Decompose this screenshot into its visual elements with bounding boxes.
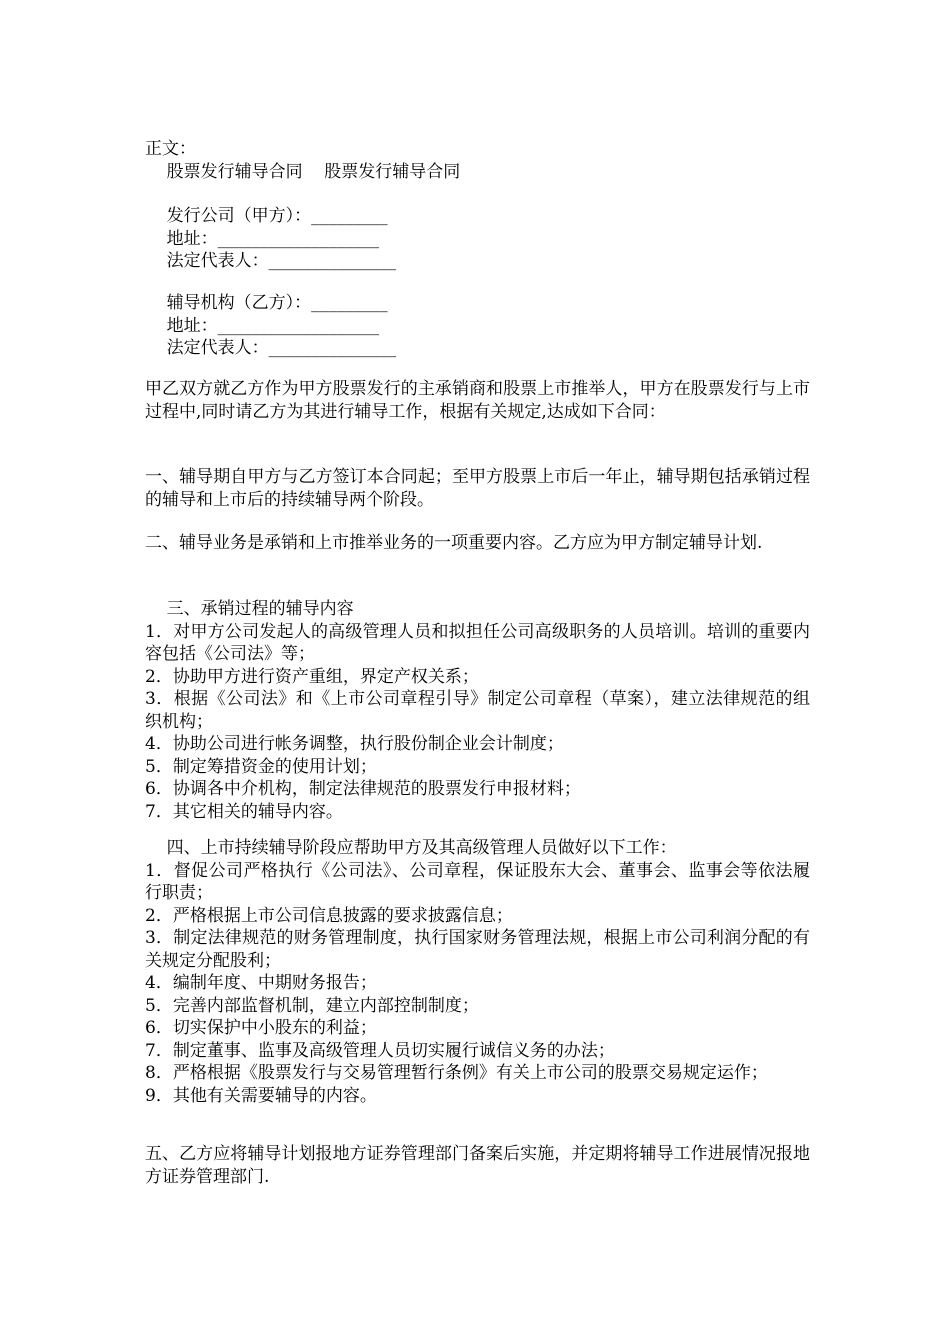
body-heading: 正文： xyxy=(145,139,196,159)
clause-1-text: 一、辅导期自甲方与乙方签订本合同起；至甲方股票上市后一年止，辅导期包括承销过程的辅导和上市后的持续辅导两个阶段。 xyxy=(145,467,810,510)
clause-3-item: 6．协调各中介机构，制定法律规范的股票发行申报材料； xyxy=(145,779,581,799)
clause-3-item: 5．制定筹措资金的使用计划； xyxy=(145,756,377,777)
clause-4-item: 1．督促公司严格执行《公司法》、公司章程，保证股东大会、董事会、监事会等依法履行职责； xyxy=(145,860,810,903)
clause-5 xyxy=(145,1143,810,1188)
clause-3-item: 3．根据《公司法》和《上市公司章程引导》制定公司章程（草案），建立法律规范的组织机构； xyxy=(145,689,810,732)
intro-paragraph xyxy=(145,378,810,423)
clause-3-item: 4．协助公司进行帐务调整，执行股份制企业会计制度； xyxy=(145,734,564,754)
party-a-rep: 法定代表人：_______________ xyxy=(145,251,397,271)
clause-3-title: 三、承销过程的辅导内容 xyxy=(145,599,354,619)
clause-3-item: 2．协助甲方进行资产重组，界定产权关系； xyxy=(145,666,479,687)
intro-text: 甲乙双方就乙方作为甲方股票发行的主承销商和股票上市推举人，甲方在股票发行与上市过程中,同时请乙方为其进行辅导工作，根据有关规定,达成如下合同： xyxy=(145,379,810,422)
clause-3 xyxy=(145,598,810,823)
party-b-address: 地址：___________________ xyxy=(145,315,380,336)
document-header xyxy=(145,138,810,183)
clause-4-item: 3．制定法律规范的财务管理制度，执行国家财务管理法规，根据上市公司利润分配的有关规定分配股利； xyxy=(145,928,810,971)
clause-4-item: 5．完善内部监督机制，建立内部控制制度； xyxy=(145,995,479,1016)
clause-1 xyxy=(145,466,810,511)
clause-4-item: 4．编制年度、中期财务报告； xyxy=(145,973,377,993)
contract-title: 股票发行辅导合同 股票发行辅导合同 xyxy=(145,161,461,182)
party-a-address: 地址：___________________ xyxy=(145,228,380,249)
clause-4-item: 7．制定董事、监事及高级管理人员切实履行诚信义务的办法； xyxy=(145,1040,615,1061)
party-a-company: 发行公司（甲方）：_________ xyxy=(145,206,388,226)
clause-4-title: 四、上市持续辅导阶段应帮助甲方及其高级管理人员做好以下工作： xyxy=(145,838,677,858)
clause-5-text: 五、乙方应将辅导计划报地方证券管理部门备案后实施，并定期将辅导工作进展情况报地方证券管理部门. xyxy=(145,1144,810,1187)
clause-4 xyxy=(145,837,810,1107)
clause-2-text: 二、辅导业务是承销和上市推举业务的一项重要内容。乙方应为甲方制定辅导计划. xyxy=(145,533,763,553)
clause-3-item: 7．其它相关的辅导内容。 xyxy=(145,801,343,822)
clause-4-item: 6．切实保护中小股东的利益； xyxy=(145,1018,377,1038)
clause-2 xyxy=(145,532,810,555)
clause-3-item: 1．对甲方公司发起人的高级管理人员和拟担任公司高级职务的人员培训。培训的重要内容包括《公司法》等； xyxy=(145,621,810,664)
party-b-rep: 法定代表人：_______________ xyxy=(145,338,397,358)
party-a-block xyxy=(145,205,810,273)
party-b-block xyxy=(145,292,810,360)
clause-4-item: 8．严格根据《股票发行与交易管理暂行条例》有关上市公司的股票交易规定运作； xyxy=(145,1063,768,1083)
clause-4-item: 2．严格根据上市公司信息披露的要求披露信息； xyxy=(145,905,513,926)
clause-4-item: 9．其他有关需要辅导的内容。 xyxy=(145,1085,377,1106)
party-b-company: 辅导机构（乙方）：_________ xyxy=(145,293,388,313)
